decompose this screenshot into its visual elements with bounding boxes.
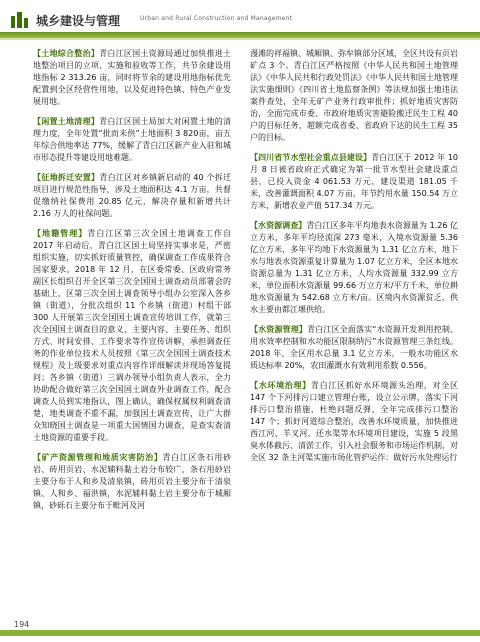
paragraph-text: 青白江区抓好水环境源头治理，对全区 147 个下河排污口建立管理台账，设立公示牌，落实下河排污口整治措施，杜绝问题反弹，全年完成排污口整治 147 个；抓好河道综合整治，改善水环境质量，加快推进西江河、羊叉河、还水渠等水环境项目建设，实施 5 段黑臭水体截污、清淤工作，引入社会服务和市场运作机制，对全区 32 条主河渠实施市场化管护运作：做好污水处理运行 bbox=[250, 381, 459, 462]
section-tag: 【水环境治理】 bbox=[250, 381, 311, 390]
section-tag: 【四川省节水型社会重点县建设】 bbox=[250, 153, 372, 162]
section-tag: 【土地综合整治】 bbox=[33, 49, 100, 58]
section-tag: 【水资源管理】 bbox=[250, 325, 308, 334]
right-column bbox=[250, 48, 458, 472]
section-tag: 【地籍管理】 bbox=[33, 229, 88, 238]
paragraph-text: 青白江区国土局加大对闲置土地的清理力度，全年处置“批而未供”土地面积 3 820亩，亩五年综合供地率达 77%，缓解了青白江区新产业入驻和城市形态提升等建设用地难题。 bbox=[33, 117, 232, 162]
page-number: 194 bbox=[14, 620, 30, 629]
page-header bbox=[0, 0, 480, 40]
paragraph-text: 青白江区国土资源局通过加快推进土地整治项目的立项、实施和验收等工作，共节余建设用地指标 2 313.26 亩，同时将节余的建设用地指标优先配置到全区经营性用地，以及促进特色镇、特色产业发展用地。 bbox=[33, 49, 232, 106]
left-column bbox=[33, 48, 231, 520]
section-tag: 【矿产资源管理和地质灾害防治】 bbox=[33, 453, 163, 462]
paragraph-water-saving bbox=[250, 152, 458, 212]
paragraph-text: 青白江区多年平均地表水资源量为 1.26 亿立方米，多年平均径流深 273 毫米，入境水资源量 5.36 亿立方米，多年平均地下水资源量为 1.31 亿立方米，地下水与地表水资源重复计算量为 1.07 亿立方米，全区本地水资源总量为 1.31 亿立方米，人均水资源量 332.99 立方米，单位面积水资源量 99.66 万立方米/平方千米，单位耕地水资源量为 542.68 立方米/亩。区境内水资源贫乏，供水主要由都江堰供给。 bbox=[250, 221, 458, 314]
header-light-band bbox=[0, 38, 480, 40]
paragraph-text: 漫滩的祥福镇、城厢镇、弥牟镇部分区域，全区共设有页岩矿点 3 个。青白江区严格按照《中华人民共和国土地管理法》《中华人民共和行政处罚法》《中华人民共和国土地管理法实施细则》《四川省土地监察条例》等法规加强土地违法案件查处，全年无矿产业务行政审批件；抓好地质灾害防治，全面完成市委、市政府地质灾害避险搬迁民生工程 40 户的目标任务，超额完成省委、省政府下达的民生工程 35 户的目标。 bbox=[250, 49, 458, 142]
building-logo-icon bbox=[10, 10, 30, 30]
paragraph-cadastral bbox=[33, 228, 231, 444]
header-title: 城乡建设与管理 bbox=[36, 14, 121, 28]
paragraph-text: 青白江区于 2012 年 10 月 8 日被省政府正式确定为第一批节水型社会建设重点县，已投入资金 4 061.53 万元，建设渠道 181.05 千米，改善灌溉面积 4.07 万亩，年节约用水量 150.54 万立方米，新增农业产值 517.34 万元。 bbox=[250, 153, 459, 210]
paragraph-text: 青白江区条石用砂岩、砖用页岩、水泥辅料黏土岩分布较广，条石用砂岩主要分布于人和乡及清泉镇，砖用页岩主要分布于清泉镇、人和乡、福洪镇，水泥辅料黏土岩主要分布于城厢镇，砂砾石主要分布于毗河及河 bbox=[33, 453, 232, 510]
paragraph-water-environment bbox=[250, 380, 458, 464]
paragraph-water-survey bbox=[250, 220, 458, 316]
header-english-title: Urban and Rural Construction and Management bbox=[140, 15, 293, 22]
section-tag: 【闲置土地清理】 bbox=[33, 117, 100, 126]
paragraph-text: 青白江区第三次全国土地调查工作自 2017 年启动后，青白江区国土局坚持实事求是，严密组织实施，切实抓好质量管控，确保调查工作成果符合国家要求。2018 年 12 月，在区委常委、区政府常务副区长组织召开全区第三次全国国土调查动员部署会的基础上，区第三次全国土调查领导小组办公室深入各乡镇（街道），分批次组织 11 个乡镇（街道）村组干部 300 人开展第三次全国国土调查宣传培训工作，就第三次全国国土调查目的意义、主要内容、主要任务、组织方式、时间安排、工作要求等作宣传讲解，承担调查任务的作业单位技术人员按照《第三次全国国土调查技术规程》及上级要求对重点内容作详细解读并现场答复提问；各乡镇（街道）三调办领导小组负责人表示，全力协助配合做好第三次全国国土调查外业调查工作，配合调查人员到实地指认，图上确认，确保权属权利调查清楚，地类调查不重不漏，加强国土调查宣传，让广大群众知晓国土调查是一项重大国情国力调查，是查实查清土地资源的重要手段。 bbox=[33, 229, 232, 442]
section-tag: 【征地拆迁安置】 bbox=[33, 173, 100, 182]
footer-green-band bbox=[0, 630, 480, 636]
paragraph-water-management bbox=[250, 324, 458, 372]
paragraph-text: 青白江区对乡镇新启动的 40 个拆迁项目进行规范性指导，涉及土地面积达 4.1 万亩，共督促缴纳社保费用 20.85 亿元，解决存量和新增共计 2.16 万人的社保问题。 bbox=[33, 173, 231, 218]
section-tag: 【水资源调查】 bbox=[250, 221, 307, 230]
paragraph-land-acquisition bbox=[33, 172, 231, 220]
paragraph-mineral bbox=[33, 452, 231, 512]
paragraph-mineral-continued bbox=[250, 48, 458, 144]
paragraph-idle-land bbox=[33, 116, 231, 164]
paragraph-land-consolidation bbox=[33, 48, 231, 108]
paragraph-text: 青白江区全面落实“水资源开发利用控制、用水效率控制和水功能区限制纳污”水资源管理三条红线。2018 年，全区用水总量 3.1 亿立方米，一般水功能区水质达标率 20%，农田灌溉水有效利用系数 0.556。 bbox=[250, 325, 458, 370]
